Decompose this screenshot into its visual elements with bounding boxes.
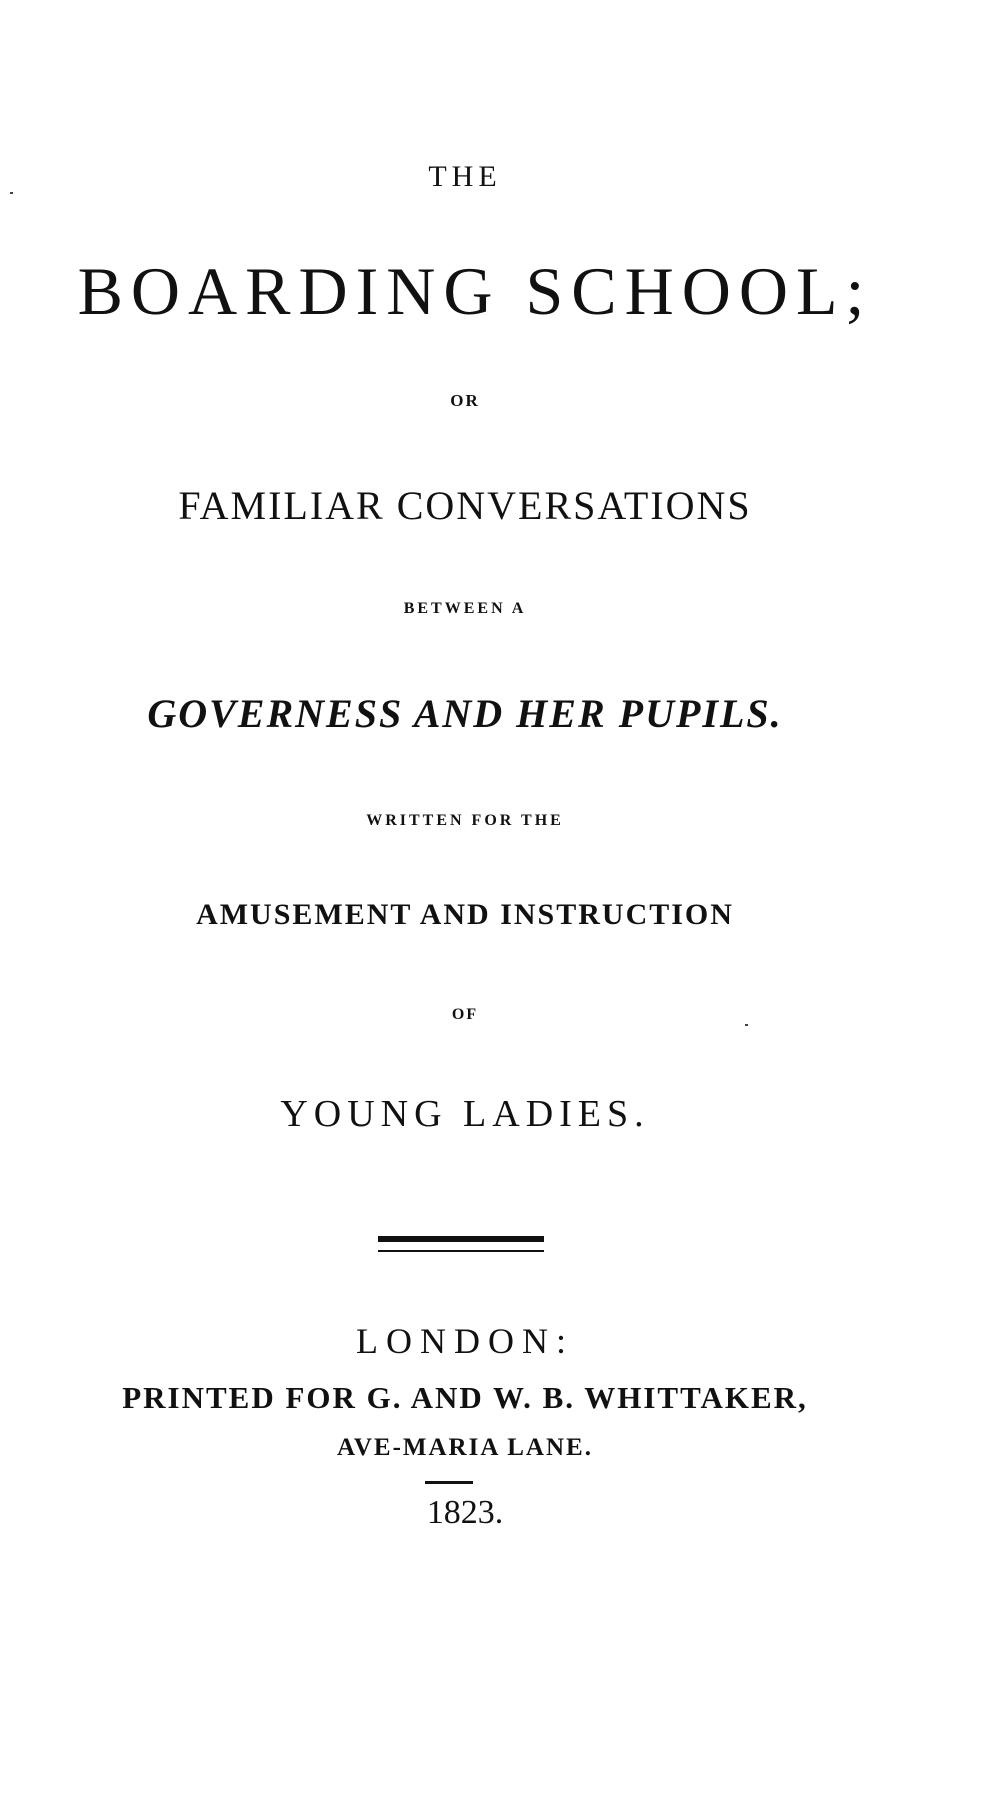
imprint-place: LONDON: — [356, 1321, 574, 1361]
title-article: THE — [428, 160, 502, 193]
subtitle-connector-between: BETWEEN A — [403, 600, 527, 617]
imprint-printer: PRINTED FOR G. AND W. B. WHITTAKER, — [122, 1380, 808, 1415]
subtitle-parties: GOVERNESS AND HER PUPILS. — [147, 691, 783, 736]
double-rule-thin — [378, 1250, 544, 1252]
audience-line: YOUNG LADIES. — [280, 1093, 650, 1135]
main-title: BOARDING SCHOOL; — [77, 253, 873, 329]
purpose-line: AMUSEMENT AND INSTRUCTION — [196, 898, 734, 931]
written-for-line: WRITTEN FOR THE — [366, 812, 564, 829]
connector-of: OF — [451, 1006, 479, 1023]
paper-speck — [10, 192, 13, 194]
imprint-year: 1823. — [426, 1494, 504, 1531]
paper-speck — [745, 1024, 748, 1026]
double-rule-thick — [378, 1236, 544, 1242]
title-connector-or: OR — [450, 391, 480, 410]
imprint-address: AVE-MARIA LANE. — [337, 1434, 593, 1461]
short-rule — [425, 1481, 473, 1484]
subtitle: FAMILIAR CONVERSATIONS — [178, 483, 752, 528]
